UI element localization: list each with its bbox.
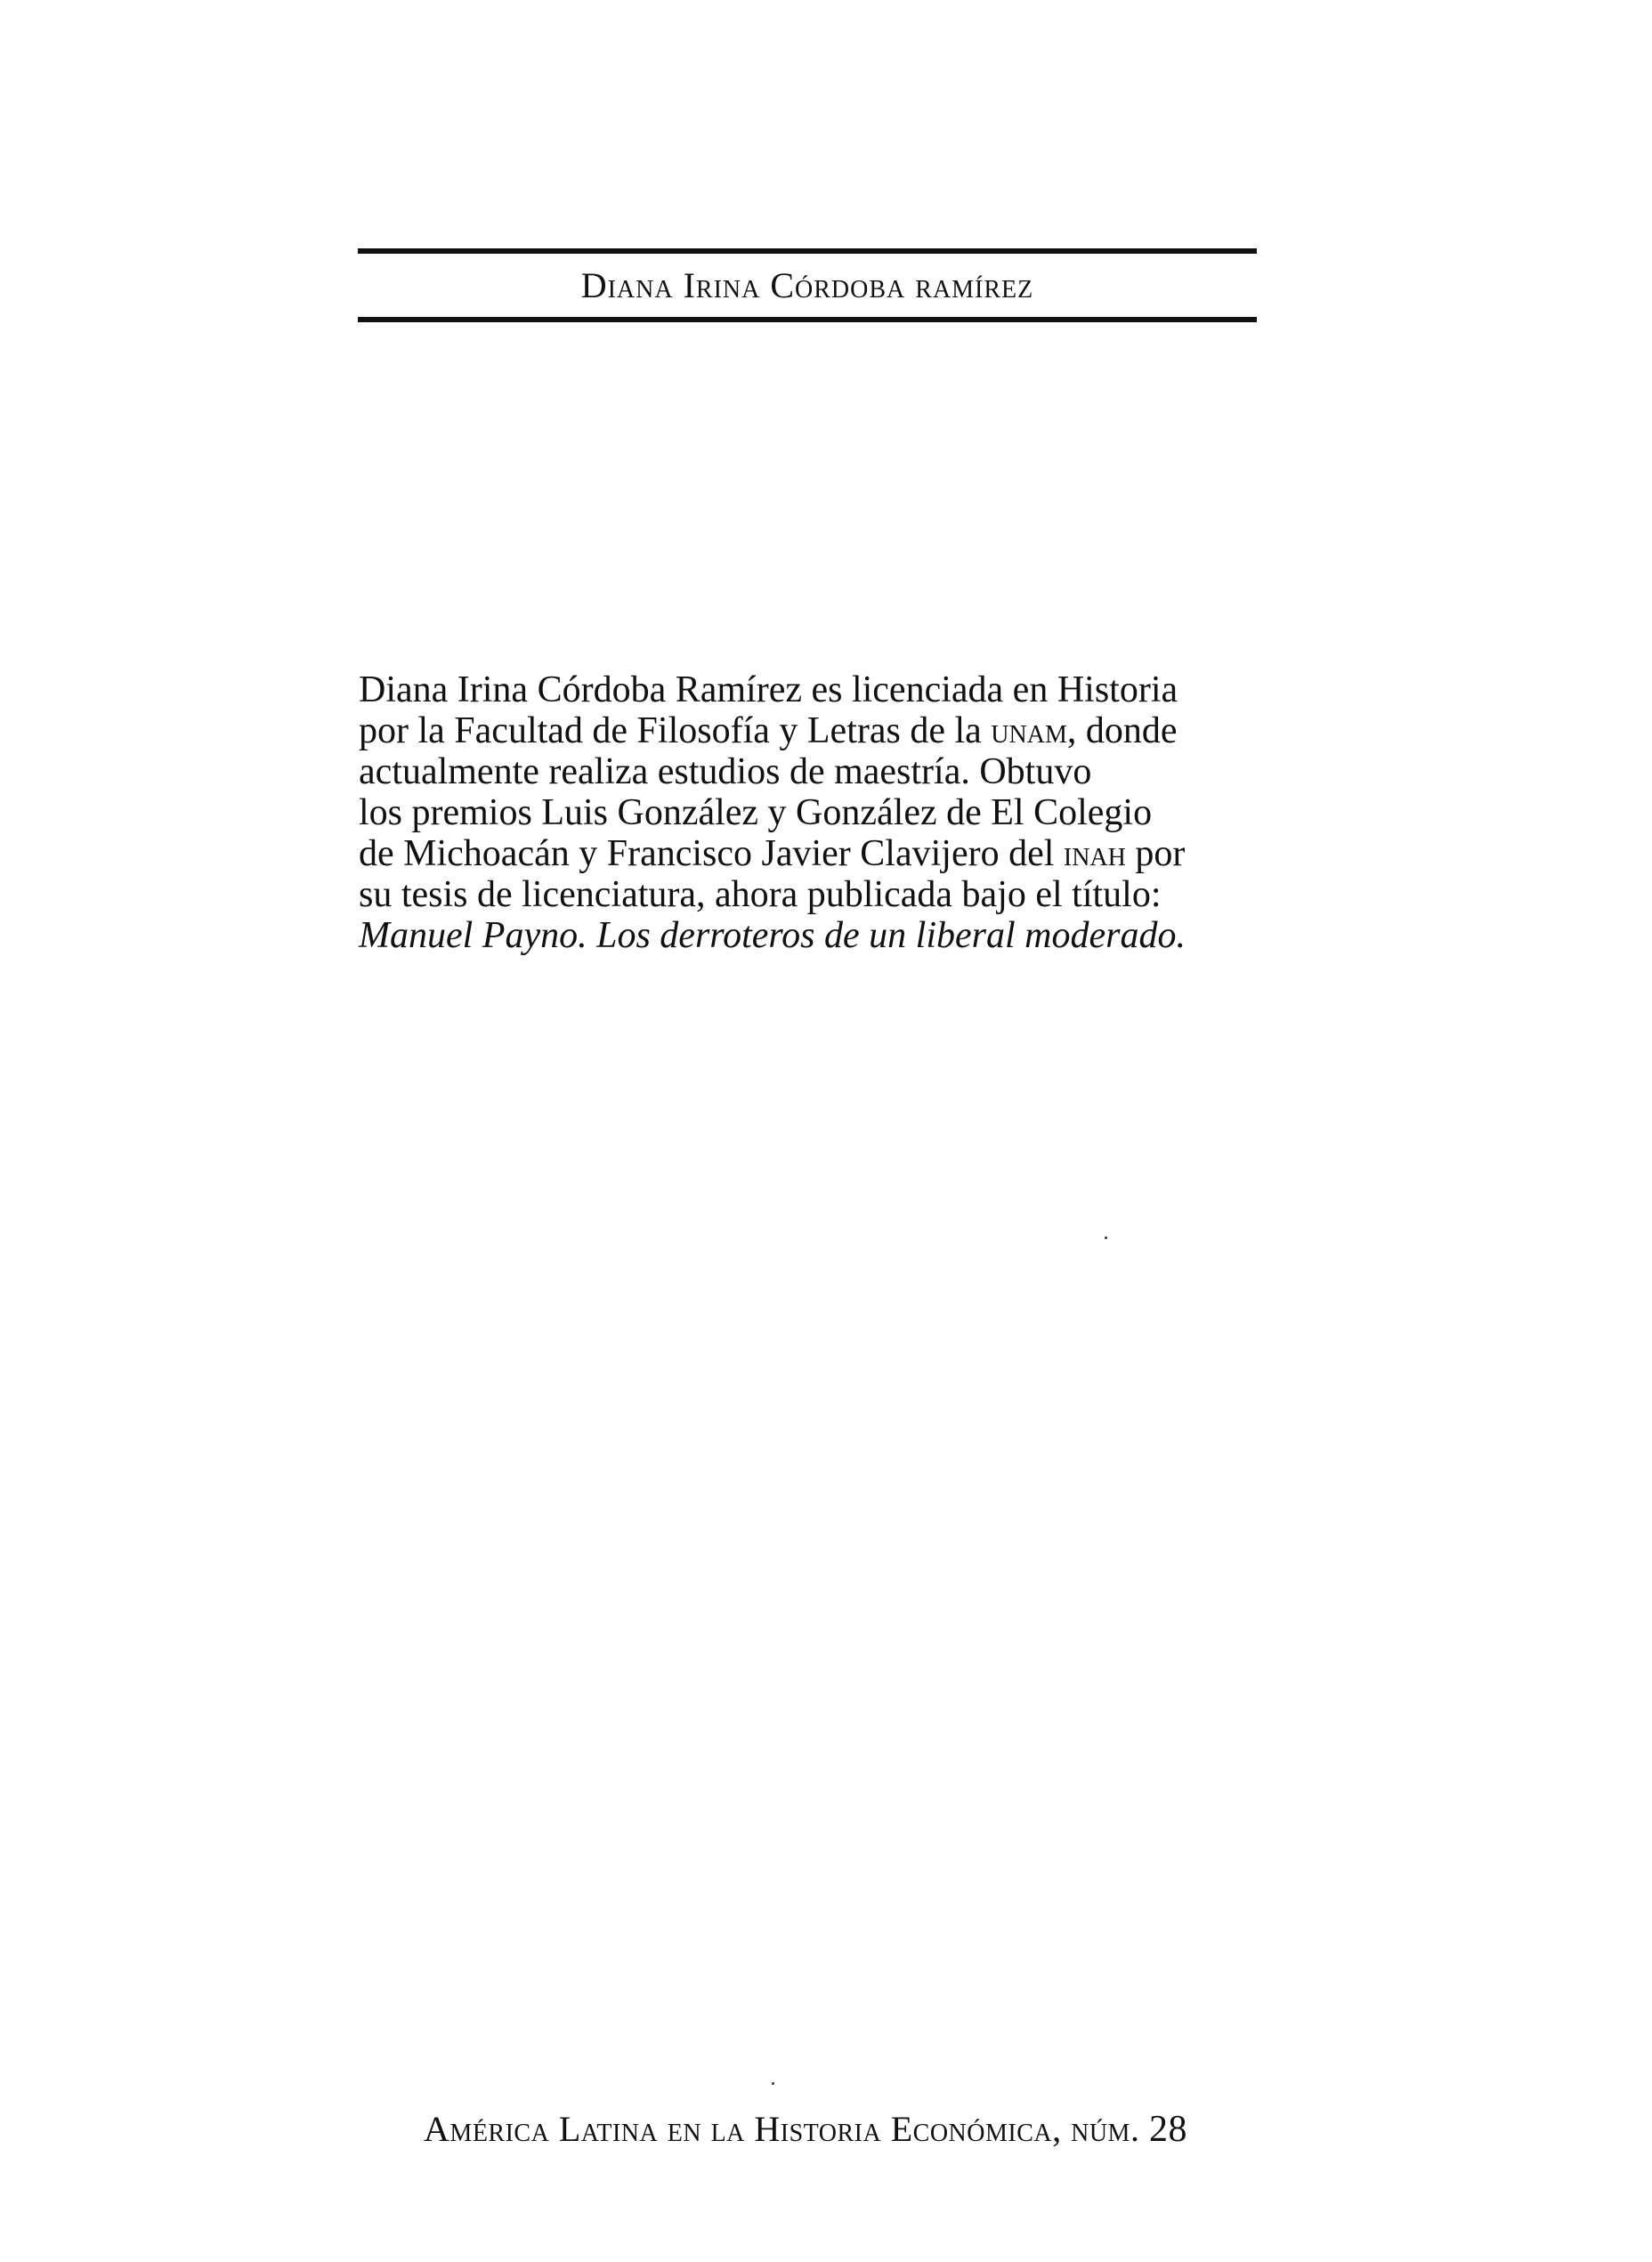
print-speck (1105, 1236, 1107, 1239)
bio-line: Diana Irina Córdoba Ramírez es licenciada en Historia (359, 669, 1178, 710)
book-title: Manuel Payno. Los derroteros de un liberal moderado. (359, 915, 1186, 956)
bio-line (359, 710, 1249, 751)
bio-line: los premios Luis González y González de El Colegio (359, 792, 1153, 833)
journal-name: América Latina en la Historia Económica, núm. (424, 2109, 1140, 2149)
running-footer (409, 2108, 1202, 2151)
bio-text: por (1125, 833, 1186, 874)
abbreviation-inah: inah (1063, 833, 1126, 873)
bio-text: por la Facultad de Filosofía y Letras de la (359, 710, 992, 751)
bio-text: , donde (1066, 710, 1178, 751)
header-author-name: Diana Irina Córdoba ramírez (580, 265, 1034, 305)
print-speck (772, 2082, 774, 2085)
bio-text: de Michoacán y Francisco Javier Clavijero del (359, 833, 1064, 874)
bio-line: actualmente realiza estudios de maestría. Obtuvo (359, 751, 1092, 792)
running-header (358, 248, 1257, 322)
author-biography (359, 669, 1249, 956)
bio-line: su tesis de licenciatura, ahora publicada bajo el título: (359, 874, 1162, 915)
bio-line (359, 833, 1249, 874)
abbreviation-unam: unam (991, 710, 1067, 750)
header-bottom-rule (358, 317, 1257, 322)
issue-number: 28 (1148, 2109, 1187, 2150)
